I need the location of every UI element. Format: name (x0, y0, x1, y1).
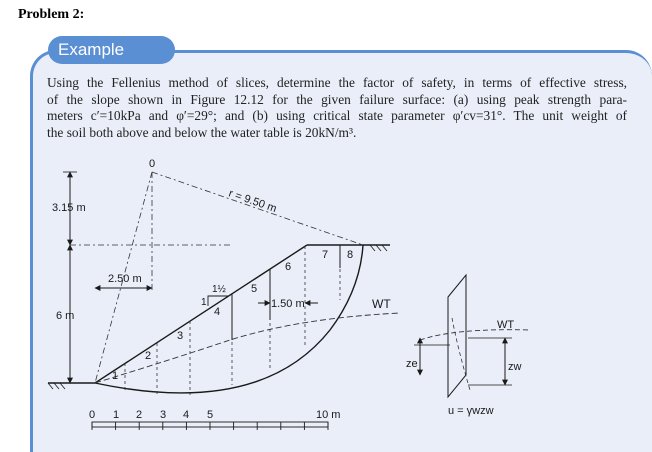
dim-side-label: 6 m (56, 310, 75, 322)
problem-line-1: Using the Fellenius method of slices, determine the factor of safety, in terms of effective stress, (47, 75, 627, 90)
inset-slice-diagram (414, 275, 530, 397)
scale-tick-label: 4 (183, 409, 190, 421)
slope-ratio-label: 1½ (212, 284, 226, 295)
problem-heading: Problem 2: (18, 7, 85, 22)
slope-one-label: 1 (201, 297, 207, 308)
scale-tick-label: 2 (136, 409, 143, 421)
scale-tick-label: 5 (207, 409, 214, 421)
center-label: 0 (149, 158, 156, 170)
slice-number: 2 (145, 350, 152, 362)
problem-line-2: of the slope shown in Figure 12.12 for the given failure surface: (a) using peak strength para- (47, 91, 627, 107)
slope-face (95, 245, 307, 383)
problem-line-3: meters c′=10kPa and φ′=29°; and (b) using critical state parameter φ′cv=31°. The unit weight of (47, 108, 627, 123)
inset-ze-label: ze (406, 358, 418, 370)
slice-number: 5 (251, 283, 258, 295)
radius-label: r = 9.50 m (227, 187, 279, 216)
slice-number: 7 (322, 249, 329, 261)
inset-pressure-label: u = γwzw (448, 405, 494, 417)
inset-wt-label: WT (497, 319, 515, 331)
problem-line-4: the soil both above and below the water table is 20kN/m³. (47, 124, 357, 140)
dim-offset-label: 2.50 m (108, 273, 142, 285)
scale-bar (92, 422, 328, 430)
slice-number: 4 (214, 306, 221, 318)
water-table-line (95, 313, 400, 383)
water-table-label: WT (372, 297, 391, 311)
scale-tick-label: 0 (89, 409, 96, 421)
slice-number: 6 (285, 261, 292, 273)
slice-number: 3 (177, 330, 184, 342)
scale-tick-label: 3 (160, 409, 167, 421)
dim-top-label: 3.15 m (52, 202, 86, 214)
slice-number: 1 (112, 370, 119, 382)
scale-tick-label: 1 (113, 409, 120, 421)
slope-ratio-marker (208, 296, 228, 306)
inset-zw-label: zw (508, 361, 522, 373)
scale-tick-label: 10 m (316, 409, 341, 421)
example-tab: Example (48, 36, 175, 64)
dim-slice-label: 1.50 m (271, 298, 305, 310)
slice-number: 8 (347, 249, 354, 261)
